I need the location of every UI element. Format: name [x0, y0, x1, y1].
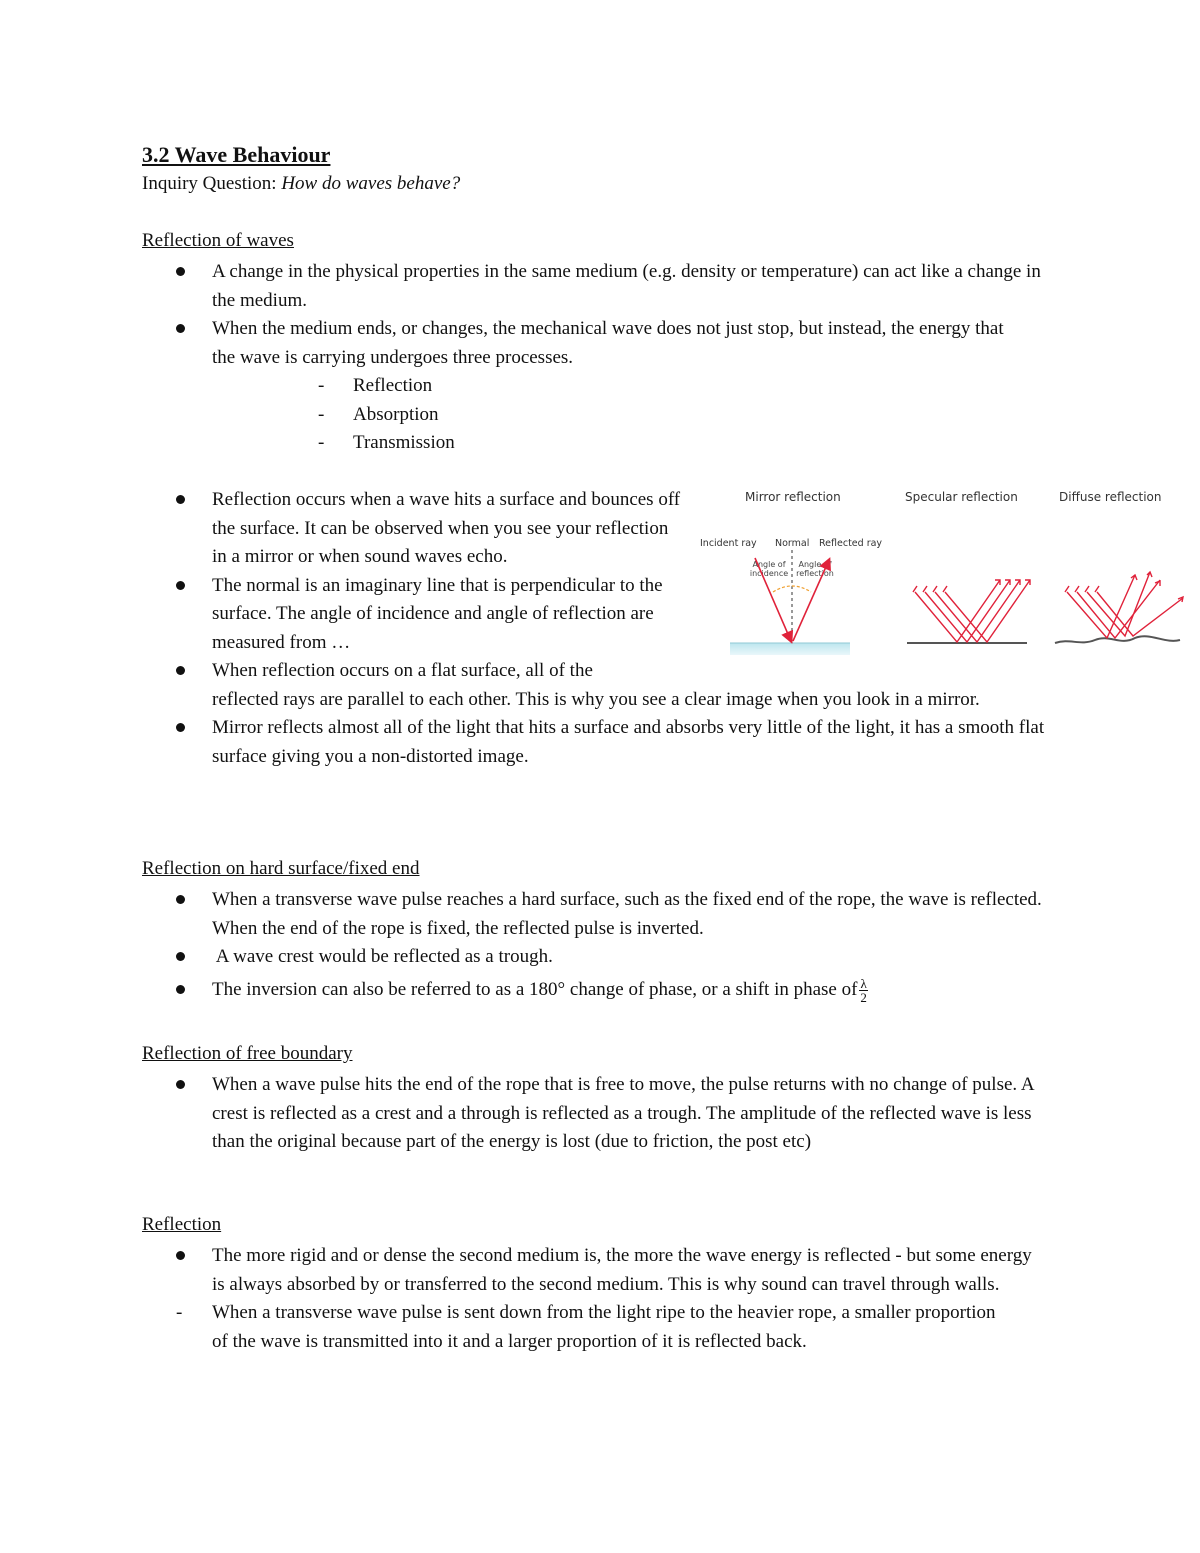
bullet-list-free-boundary: [0, 1071, 1200, 1157]
dash-icon: -: [176, 1302, 183, 1323]
dash-icon: -: [318, 375, 325, 396]
reflection-diagram: [695, 480, 1195, 660]
diagram-label-mirror: Mirror reflection: [745, 490, 841, 504]
list-item: When reflection occurs on a flat surface, all of the reflected rays are parallel to each other. This is why you see a clear image when you look in a mirror.: [0, 657, 1042, 714]
heading-reflection-of-waves: Reflection of waves: [142, 230, 294, 251]
bullet-icon: [176, 1080, 185, 1089]
diagram-label-angle-incidence: Angle of incidence: [749, 560, 789, 578]
bullet-icon: [176, 267, 185, 276]
list-item: - When a transverse wave pulse is sent down from the light ripe to the heavier rope, a smaller proportion of the wave is transmitted into it and a larger proportion of it is reflected back.: [0, 1299, 1012, 1356]
list-item: The normal is an imaginary line that is perpendicular to the surface. The angle of incidence and angle of reflection are measured from …: [0, 572, 682, 658]
dash-icon: -: [318, 403, 325, 425]
dash-icon: -: [318, 432, 325, 453]
bullet-icon: [176, 1251, 185, 1260]
page-title: 3.2 Wave Behaviour: [142, 142, 331, 167]
bullet-icon: [176, 581, 185, 590]
diagram-label-diffuse: Diffuse reflection: [1059, 490, 1162, 504]
diagram-label-angle-reflection: Angle of reflection: [796, 560, 834, 578]
bullet-list-reflection: [0, 1242, 1200, 1356]
mirror-reflection-graphic: [730, 550, 850, 655]
inquiry-question: [142, 173, 460, 195]
list-item: When a wave pulse hits the end of the rope that is free to move, the pulse returns with no change of pulse. A crest is reflected as a crest and a through is reflected as a trough. The amplitude of the reflected wave is less than the original because part of the energy is lost (due to friction, the post etc): [0, 1071, 1057, 1157]
specular-reflection-graphic: [907, 580, 1030, 643]
diagram-label-incident: Incident ray: [700, 538, 757, 549]
bullet-icon: [176, 324, 185, 333]
bullet-icon: [176, 952, 185, 961]
fraction-lambda-over-2: $\frac{\lambda}{2}$: [860, 975, 867, 1005]
heading-reflection: Reflection: [142, 1214, 222, 1235]
bullet-icon: [176, 985, 185, 994]
inquiry-label: Inquiry Question:: [142, 173, 282, 194]
list-item: Reflection occurs when a wave hits a surface and bounces off the surface. It can be observed when you see your reflection in a mirror or when sound waves echo.: [0, 486, 682, 572]
list-item: When a transverse wave pulse reaches a hard surface, such as the fixed end of the rope, the wave is reflected. When the end of the rope is fixed, the reflected pulse is inverted.: [0, 886, 1052, 943]
reflection-diagram-graphic: [695, 480, 1195, 660]
bullet-icon: [176, 666, 185, 675]
heading-hard-surface: Reflection on hard surface/fixed end: [142, 858, 420, 879]
bullet-icon: [176, 495, 185, 504]
list-item: The more rigid and or dense the second medium is, the more the wave energy is reflected - but some energy is always absorbed by or transferred to the second medium. This is why sound can travel through walls.: [0, 1242, 1042, 1299]
diagram-label-normal: Normal: [775, 538, 810, 549]
list-item: - Reflection: [0, 372, 1200, 401]
diffuse-reflection-graphic: [1055, 572, 1183, 643]
list-item: A change in the physical properties in the same medium (e.g. density or temperature) can act like a change in the medium.: [0, 258, 1062, 315]
bullet-icon: [176, 723, 185, 732]
heading-free-boundary: Reflection of free boundary: [142, 1043, 353, 1064]
bullet-list-reflection-of-waves: [0, 258, 1200, 458]
diagram-label-specular: Specular reflection: [905, 490, 1018, 504]
list-item: When the medium ends, or changes, the mechanical wave does not just stop, but instead, the energy that the wave is carrying undergoes three processes.: [0, 315, 1022, 372]
list-item: - Absorption: [0, 401, 1200, 430]
list-item: - Transmission: [0, 429, 1200, 458]
diagram-label-reflected: Reflected ray: [819, 538, 883, 549]
inquiry-text: How do waves behave?: [281, 173, 461, 194]
list-item: A wave crest would be reflected as a trough.: [0, 943, 1052, 972]
bullet-icon: [176, 895, 185, 904]
list-item: Mirror reflects almost all of the light that hits a surface and absorbs very little of the light, it has a smooth flat surface giving you a non-distorted image.: [0, 714, 1062, 771]
list-item: The inversion can also be referred to as a 180° change of phase, or a shift in phase of $\frac{\lambda}{2}$: [0, 976, 1052, 1005]
bullet-list-hard-surface: [0, 886, 1200, 1004]
